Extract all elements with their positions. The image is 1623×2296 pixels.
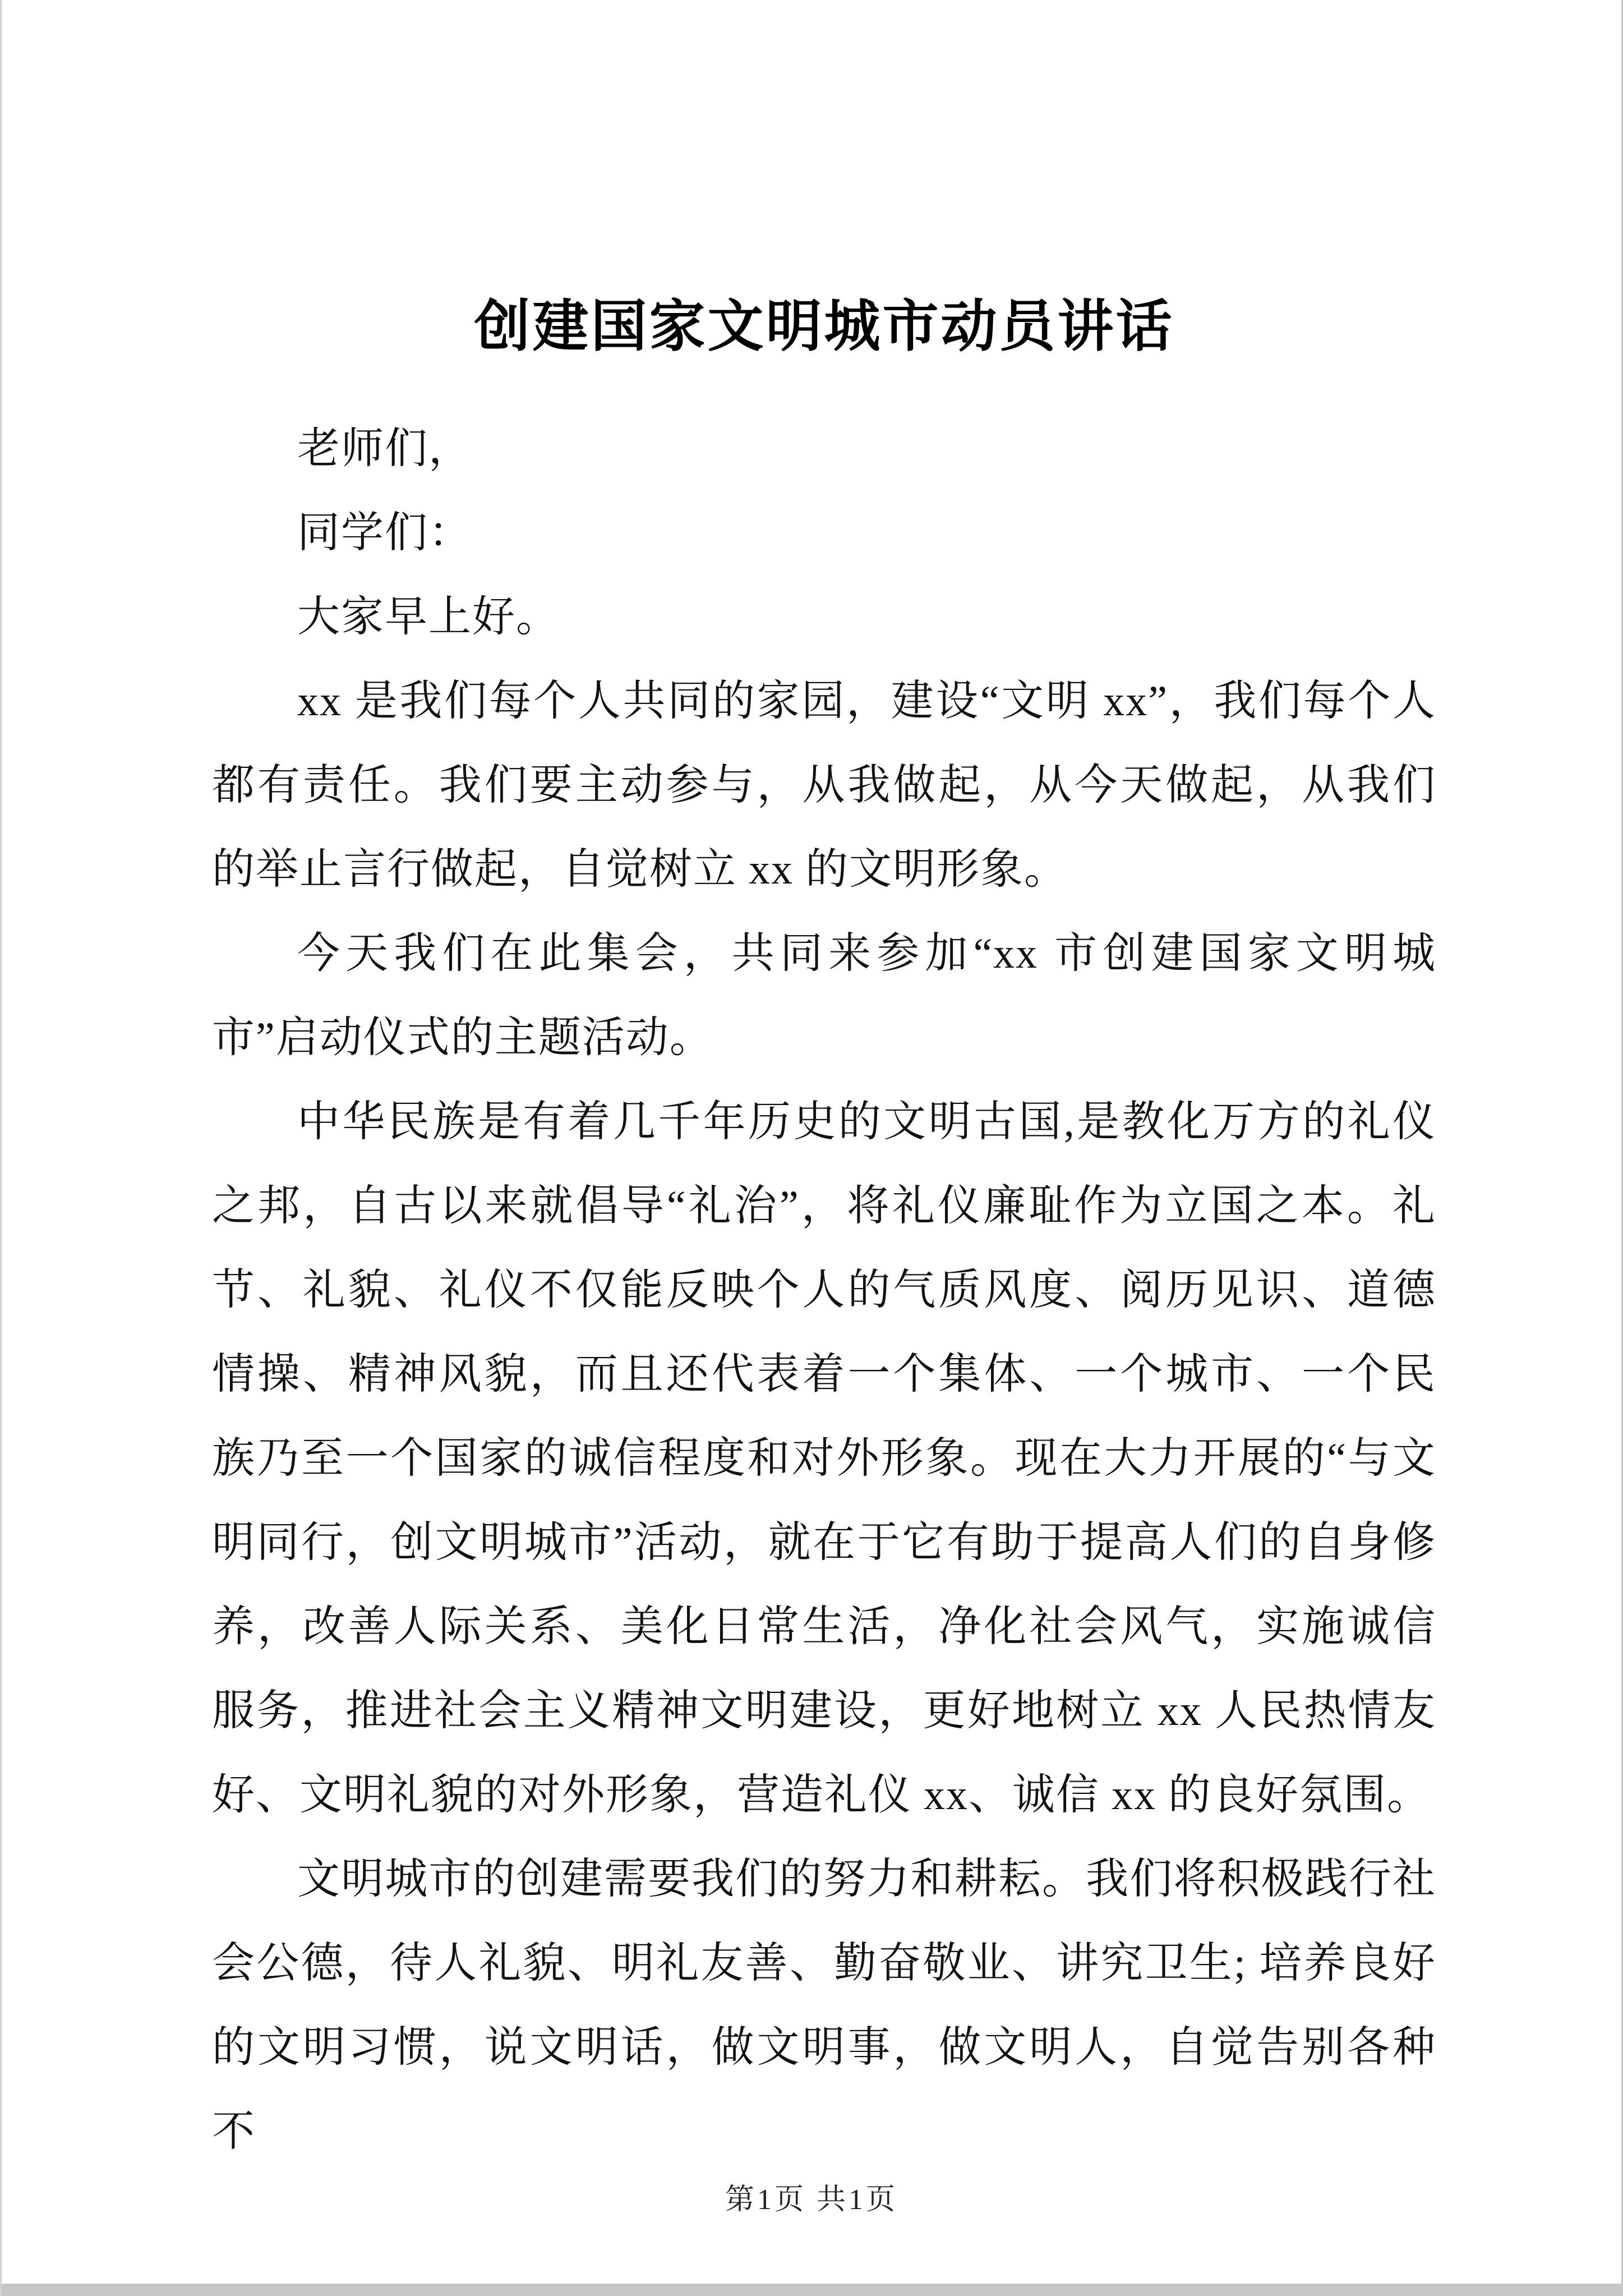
paragraph: 中华民族是有着几千年历史的文明古国,是教化万方的礼仪之邦，自古以来就倡导“礼治”，将礼仪廉耻作为立国之本。礼节、礼貌、礼仪不仅能反映个人的气质风度、阅历见识、道德情操、精神风貌，而且还代表着一个集体、一个城市、一个民族乃至一个国家的诚信程度和对外形象。现在大力开展的“与文明同行，创文明城市”活动，就在于它有助于提高人们的自身修养，改善人际关系、美化日常生活，净化社会风气，实施诚信服务，推进社会主义精神文明建设，更好地树立 xx 人民热情友好、文明礼貌的对外形象，营造礼仪 xx、诚信 xx 的良好氛围。 bbox=[212, 1098, 1436, 1819]
document-body bbox=[212, 407, 1436, 2174]
document-title: 创建国家文明城市动员讲话 bbox=[474, 296, 1174, 358]
paragraph: xx 是我们每个人共同的家园，建设“文明 xx”，我们每个人都有责任。我们要主动参与，从我做起，从今天做起，从我们的举止言行做起，自觉树立 xx 的文明形象。 bbox=[212, 678, 1436, 893]
paragraph: 老师们， bbox=[297, 425, 472, 472]
paragraph: 同学们： bbox=[297, 509, 472, 556]
paragraph: 文明城市的创建需要我们的努力和耕耘。我们将积极践行社会公德，待人礼貌、明礼友善、勤奋敬业、讲究卫生; 培养良好的文明习惯，说文明话，做文明事，做文明人，自觉告别各种不 bbox=[212, 1856, 1436, 2155]
paragraph: 大家早上好。 bbox=[297, 593, 560, 641]
page-bottom-edge bbox=[2, 2284, 1621, 2296]
paragraph: 今天我们在此集会，共同来参加“xx 市创建国家文明城市”启动仪式的主题活动。 bbox=[212, 930, 1436, 1061]
page-indicator: 第1页 共1页 bbox=[725, 2184, 898, 2216]
page-footer bbox=[2, 2175, 1621, 2217]
